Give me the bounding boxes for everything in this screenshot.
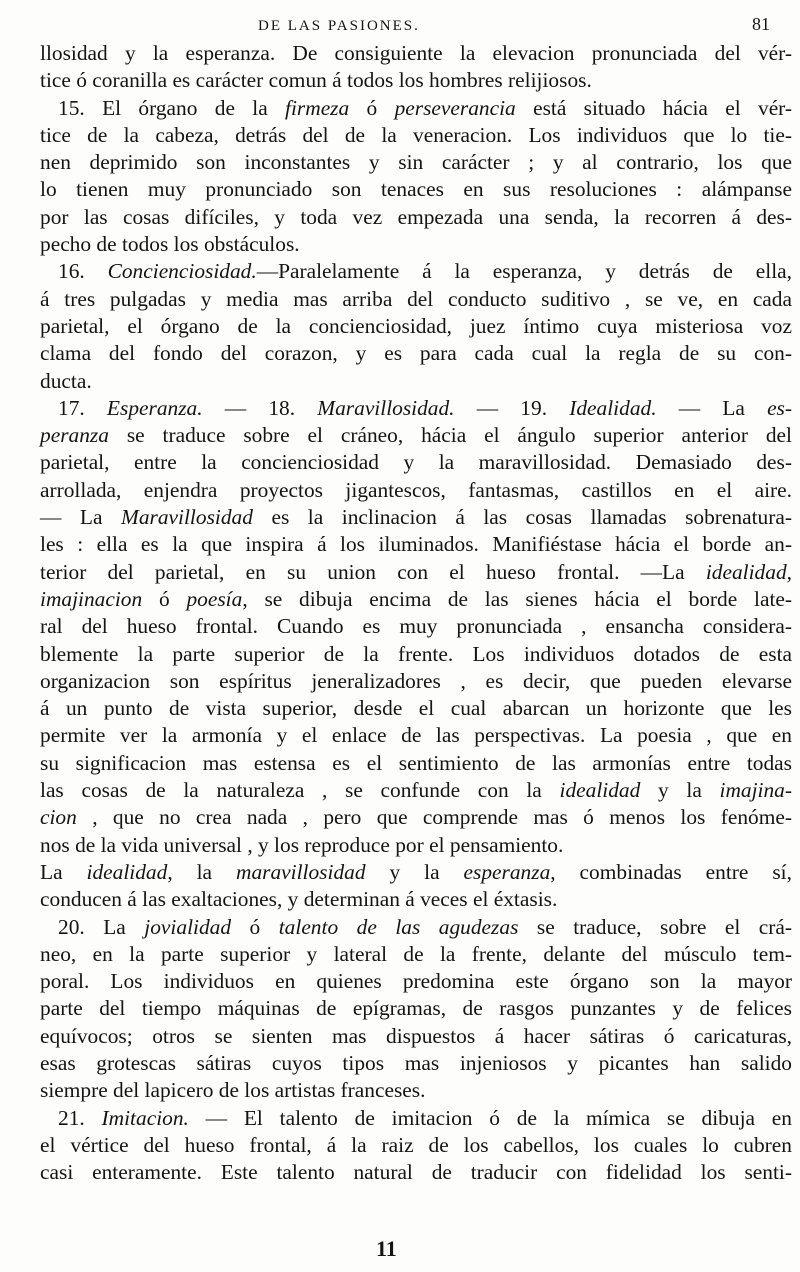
text-run: , la <box>167 859 236 884</box>
text-run: lo tienen muy pronunciado son tenaces en sus resoluciones : alámpanse <box>40 177 792 202</box>
italic-text: Maravillosidad. <box>317 395 455 420</box>
text-line <box>40 67 792 94</box>
text-run: ducta. <box>40 368 92 393</box>
text-run: , que no crea nada , pero que comprende mas ó menos los fenóme- <box>76 805 792 830</box>
running-head <box>0 8 800 42</box>
text-run: les : ella es la que inspira á los iluminados. Manifiéstase hácia el borde an- <box>40 532 792 557</box>
italic-text: imajinacion <box>40 586 143 611</box>
text-run: — El talento de imitacion ó de la mímica se dibuja en <box>188 1105 792 1130</box>
text-run: permite ver la armonía y el enlace de las perspectivas. La poesia , que en <box>40 723 792 748</box>
text-line <box>40 722 792 749</box>
text-line <box>40 613 792 640</box>
signature-mark: 11 <box>376 1236 397 1261</box>
italic-text: imajina- <box>719 778 792 803</box>
italic-text: perseverancia <box>394 95 516 120</box>
text-run: casi enteramente. Este talento natural de traducir con fidelidad los senti- <box>40 1160 792 1185</box>
italic-text: Concienciosidad. <box>107 259 257 284</box>
text-line <box>40 1159 792 1186</box>
text-line <box>40 449 792 476</box>
text-run: 15. El órgano de la <box>58 95 286 120</box>
text-run: parietal, el órgano de la concienciosidad, juez íntimo cuya misteriosa voz <box>40 313 792 338</box>
text-run: — La <box>40 505 122 530</box>
text-line <box>40 1077 792 1104</box>
text-run: neo, en la parte superior y lateral de la frente, delante del músculo tem- <box>40 941 792 966</box>
text-run: se traduce sobre el cráneo, hácia el ángulo superior anterior del <box>108 423 792 448</box>
text-line <box>40 477 792 504</box>
text-run: parietal, entre la concienciosidad y la maravillosidad. Demasiado des- <box>40 450 792 475</box>
text-run: La <box>40 859 87 884</box>
text-line <box>40 995 792 1022</box>
text-run: — 19. <box>454 395 570 420</box>
text-line <box>40 1023 792 1050</box>
text-line <box>40 859 792 886</box>
text-run: conducen á las exaltaciones, y determinan á veces el éxtasis. <box>40 887 558 912</box>
text-run: llosidad y la esperanza. De consiguiente la elevacion pronunciada del vér- <box>40 41 792 65</box>
italic-text: idealidad <box>559 778 641 803</box>
text-run: — La <box>656 395 768 420</box>
italic-text: Esperanza. <box>106 395 203 420</box>
text-line <box>40 586 792 613</box>
italic-text: cion <box>40 805 77 830</box>
text-run: , se dibuja encima de las sienes hácia el borde late- <box>242 586 793 611</box>
text-line <box>40 832 792 859</box>
text-run: es la inclinacion á las cosas llamadas sobrenatura- <box>252 505 792 530</box>
italic-text: Maravillosidad <box>121 505 253 530</box>
text-line <box>40 204 792 231</box>
text-line <box>40 1132 792 1159</box>
text-run: 21. <box>58 1105 102 1130</box>
text-run: , combinadas entre sí, <box>550 859 792 884</box>
text-line <box>40 368 792 395</box>
text-line <box>40 231 792 258</box>
text-line <box>40 531 792 558</box>
text-line <box>40 395 792 422</box>
text-line <box>40 559 792 586</box>
italic-text: maravillosidad <box>236 859 366 884</box>
text-run: siempre del lapicero de los artistas franceses. <box>40 1078 426 1103</box>
text-run: — 18. <box>202 395 318 420</box>
text-run: tice ó coranilla es carácter comun á todos los hombres relijiosos. <box>40 68 592 93</box>
text-line <box>40 750 792 777</box>
text-line <box>40 95 792 122</box>
text-run: nos de la vida universal , y los reproduce por el pensamiento. <box>40 832 564 857</box>
text-line <box>40 1050 792 1077</box>
text-run: está situado hácia el vér- <box>515 95 793 120</box>
italic-text: peranza <box>40 423 109 448</box>
text-run: y la <box>640 778 720 803</box>
text-run: 20. La <box>58 914 145 939</box>
text-line <box>40 504 792 531</box>
page-number: 81 <box>752 14 770 34</box>
text-run: esas grotescas sátiras cuyos tipos mas injeniosos y picantes han salido <box>40 1050 792 1075</box>
text-run: su significacion mas estensa es el sentimiento de las armonías entre todas <box>40 750 792 775</box>
text-run: las cosas de la naturaleza , se confunde con la <box>40 778 560 803</box>
text-run: terior del parietal, en su union con el hueso frontal. —La <box>40 559 706 584</box>
text-line <box>40 695 792 722</box>
text-run: se traduce, sobre el crá- <box>518 914 792 939</box>
text-line <box>40 258 792 285</box>
text-line <box>40 1105 792 1132</box>
text-run: 17. <box>58 395 107 420</box>
italic-text: idealidad, <box>705 559 792 584</box>
text-run: el vértice del hueso frontal, á la raiz de los cabellos, los cuales lo cubren <box>40 1132 792 1157</box>
text-run: parte del tiempo máquinas de epígramas, de rasgos punzantes y de felices <box>40 996 792 1021</box>
text-line <box>40 641 792 668</box>
italic-text: Imitacion. <box>101 1105 189 1130</box>
italic-text: idealidad <box>86 859 168 884</box>
italic-text: es- <box>767 395 793 420</box>
italic-text: Idealidad. <box>569 395 657 420</box>
italic-text: firmeza <box>285 95 350 120</box>
text-line <box>40 40 792 67</box>
text-run: nen deprimido son inconstantes y sin carácter ; y al contrario, los que <box>40 150 792 175</box>
text-run: 16. <box>58 259 108 284</box>
text-run: por las cosas difíciles, y toda vez empezada una senda, la recorren á des- <box>40 204 792 229</box>
text-run: ó <box>349 95 395 120</box>
text-line <box>40 886 792 913</box>
italic-text: jovialidad <box>144 914 232 939</box>
text-line <box>40 340 792 367</box>
text-run: ó <box>231 914 279 939</box>
italic-text: talento de las agudezas <box>278 914 519 939</box>
italic-text: poesía <box>186 586 243 611</box>
text-run: blemente la parte superior de la frente. Los individuos dotados de esta <box>40 641 792 666</box>
text-run: pecho de todos los obstáculos. <box>40 232 300 257</box>
text-run: arrollada, enjendra proyectos jigantescos, fantasmas, castillos en el aire. <box>40 477 792 502</box>
text-run: tice de la cabeza, detrás del de la veneracion. Los individuos que lo tie- <box>40 122 792 147</box>
text-run: á un punto de vista superior, desde el cual abarcan un horizonte que les <box>40 696 792 721</box>
text-run: poral. Los individuos en quienes predomina este órgano son la mayor <box>40 969 792 994</box>
running-title: DE LAS PASIONES. <box>258 18 420 34</box>
text-line <box>40 313 792 340</box>
text-line <box>40 777 792 804</box>
text-run: á tres pulgadas y media mas arriba del conducto suditivo , se ve, en cada <box>40 286 792 311</box>
text-line <box>40 914 792 941</box>
text-line <box>40 422 792 449</box>
italic-text: esperanza <box>463 859 551 884</box>
text-line <box>40 668 792 695</box>
text-line <box>40 286 792 313</box>
text-run: ral del hueso frontal. Cuando es muy pronunciada , ensancha considera- <box>40 614 792 639</box>
text-run: organizacion son espíritus jeneralizadores , es decir, que pueden elevarse <box>40 668 792 693</box>
text-run: clama del fondo del corazon, y es para cada cual la regla de su con- <box>40 341 792 366</box>
text-line <box>40 122 792 149</box>
body-text <box>40 40 792 1186</box>
text-line <box>40 968 792 995</box>
text-run: ó <box>142 586 187 611</box>
text-line <box>40 149 792 176</box>
text-run: —Paralelamente á la esperanza, y detrás de ella, <box>256 259 792 284</box>
text-line <box>40 176 792 203</box>
text-run: y la <box>365 859 464 884</box>
text-line <box>40 804 792 831</box>
text-line <box>40 941 792 968</box>
text-run: equívocos; otros se sienten mas dispuestos á hacer sátiras ó caricaturas, <box>40 1023 792 1048</box>
